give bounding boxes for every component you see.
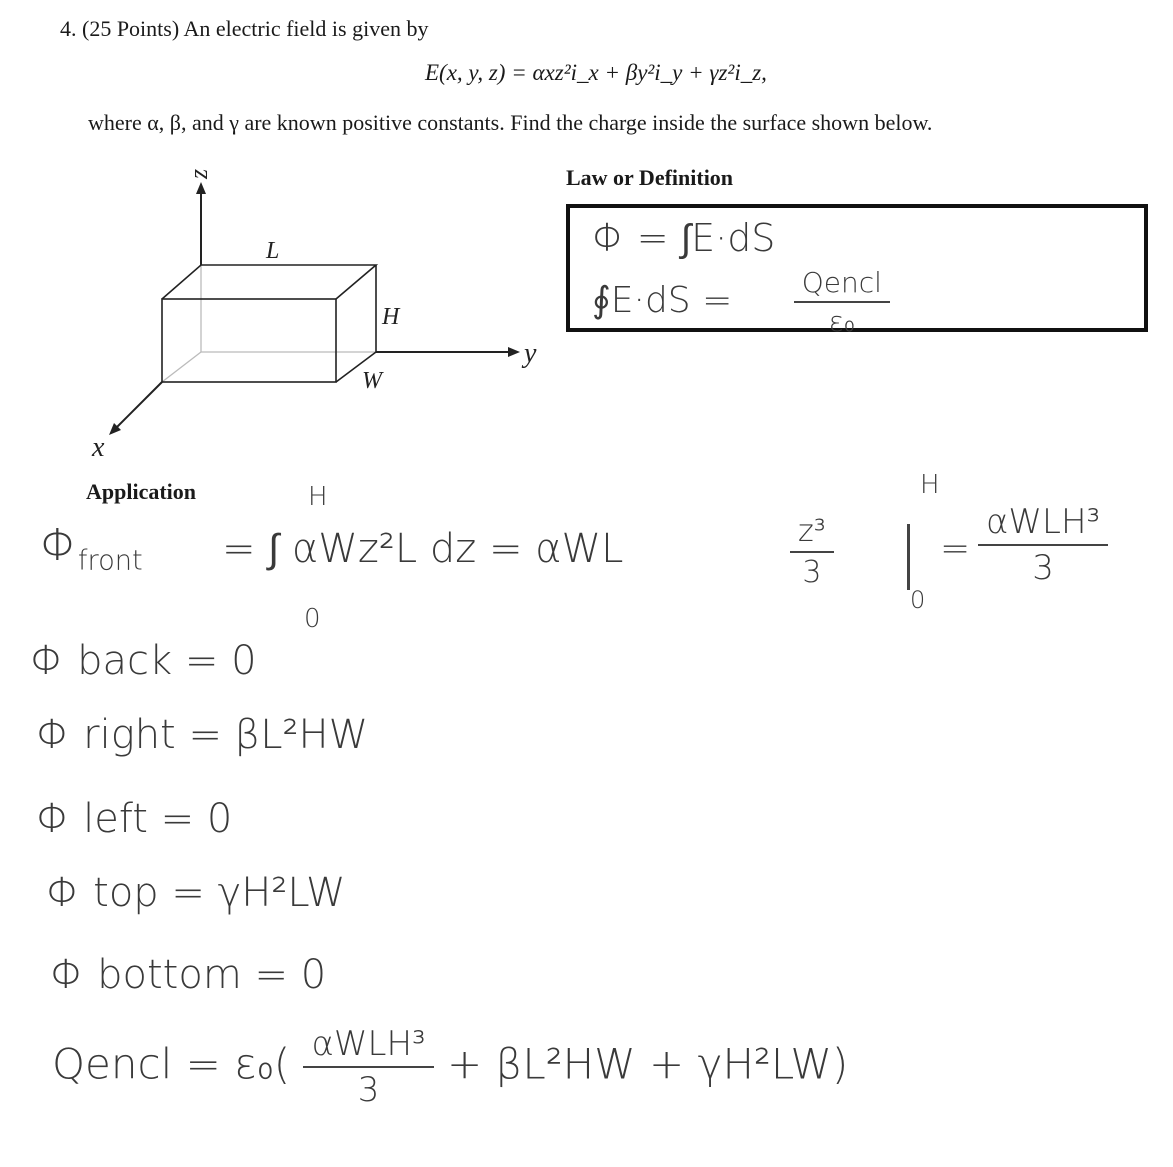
flux-front-result-denominator: 3 [1032, 548, 1054, 588]
law-fraction [794, 266, 890, 338]
field-equation: E(x, y, z) = αxz²i_x + βy²i_y + γz²i_z, [425, 60, 767, 85]
qencl-fraction-numerator: αWLH³ [303, 1024, 433, 1068]
flux-front-result-numerator: αWLH³ [978, 502, 1108, 546]
problem-intro: An electric field is given by [183, 16, 429, 41]
law-line-2-lhs: ∮E·dS = [592, 280, 733, 321]
law-heading: Law or Definition [566, 165, 734, 190]
problem-points: (25 Points) [82, 16, 180, 41]
qencl-fraction-denominator: 3 [357, 1070, 380, 1110]
flux-top: Φ top = γH²LW [46, 870, 346, 916]
qencl-expression [52, 1024, 848, 1110]
evaluation-bar [907, 524, 910, 590]
flux-front-fraction-numerator: z³ [790, 514, 834, 553]
law-box [566, 204, 1148, 338]
flux-front-fraction [790, 514, 834, 590]
box-front-face [162, 299, 336, 382]
dimension-label-L: L [266, 238, 280, 264]
z-axis-arrow [196, 182, 206, 194]
law-fraction-denominator: ε₀ [828, 305, 855, 338]
problem-number: 4. [60, 16, 77, 41]
law-line-1: Φ = ∫E·dS [592, 216, 776, 260]
qencl-rest: + βL²HW + γH²LW) [447, 1039, 849, 1089]
flux-back: Φ back = 0 [30, 638, 257, 684]
axis-label-z: z [184, 168, 213, 179]
flux-front-result [978, 502, 1108, 588]
y-axis-arrow [508, 347, 520, 357]
x-axis [114, 382, 162, 430]
qencl-lhs: Qencl = ε₀( [52, 1039, 291, 1089]
integral-lower-limit: 0 [304, 604, 321, 634]
dimension-label-W: W [362, 368, 382, 394]
flux-left: Φ left = 0 [36, 796, 233, 842]
dimension-label-H: H [382, 304, 400, 330]
law-line-2 [592, 266, 890, 338]
flux-bottom: Φ bottom = 0 [50, 952, 327, 998]
flux-right: Φ right = βL²HW [36, 712, 369, 758]
axis-label-y: y [524, 338, 537, 369]
law-fraction-numerator: Qencl [794, 266, 890, 303]
equals-sign: = [940, 528, 971, 569]
box-top-face [162, 265, 376, 299]
flux-front-fraction-denominator: 3 [802, 555, 822, 590]
integral-upper-limit: H [308, 482, 328, 512]
flux-front-subscript: front [77, 545, 143, 577]
problem-statement: where α, β, and γ are known positive constants. Find the charge inside the surface shown below. [88, 110, 933, 135]
evaluation-lower-limit: 0 [910, 586, 926, 614]
axis-label-x: x [92, 432, 105, 463]
qencl-fraction [303, 1024, 433, 1110]
box-diagram [80, 150, 560, 470]
flux-front-lhs: $\Phi_{front}$ [40, 520, 143, 577]
evaluation-upper-limit: H [920, 470, 940, 500]
flux-front-expression: = ∫ αWz²L dz = αWL [222, 526, 624, 572]
problem-header [60, 16, 428, 42]
application-heading: Application [86, 479, 197, 504]
